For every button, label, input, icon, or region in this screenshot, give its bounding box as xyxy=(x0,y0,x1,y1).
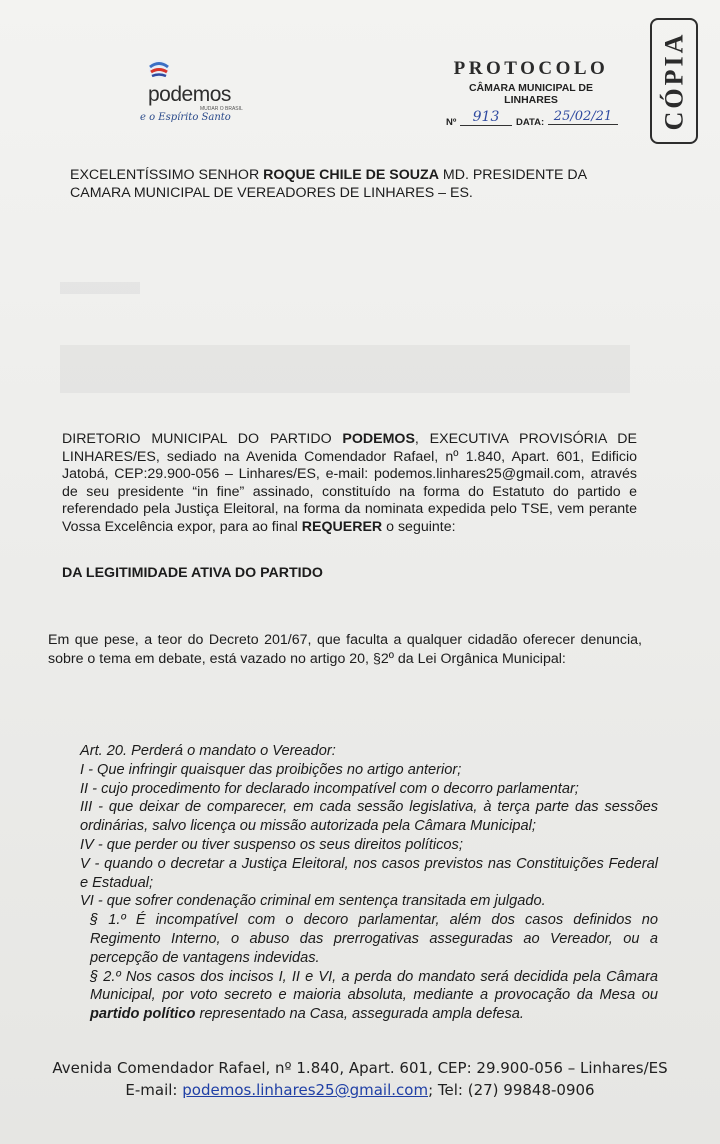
bleed-through-decoration xyxy=(60,345,630,393)
footer-contact xyxy=(30,1079,690,1101)
addressee xyxy=(70,167,626,202)
article-item: III - que deixar de comparecer, em cada sessão legislativa, à terça parte das sessões ordinárias, salvo licença ou missão autorizada pela Câmara Municipal; xyxy=(80,799,658,835)
article-item: VI - que sofrer condenação criminal em sentença transitada em julgado. xyxy=(80,893,546,910)
intro-paragraph xyxy=(62,431,637,536)
protocol-stamp xyxy=(444,58,624,131)
article-bold-text: partido político xyxy=(90,1006,196,1023)
article-text: representado na Casa, assegurada ampla defesa. xyxy=(195,1006,524,1023)
footer-email-link[interactable]: podemos.linhares25@gmail.com xyxy=(182,1081,429,1099)
intro-party-name: PODEMOS xyxy=(342,431,415,447)
protocol-date-label: DATA: xyxy=(516,117,545,128)
article-quote xyxy=(80,742,658,1024)
article-paragraph-2 xyxy=(80,968,658,1024)
body-paragraph: Em que pese, a teor do Decreto 201/67, que faculta a qualquer cidadão oferecer denuncia, sobre o tema em debate, está vazado no artigo 20, §2º da Lei Orgânica Municipal: xyxy=(48,632,642,667)
intro-text: DIRETORIO MUNICIPAL DO PARTIDO xyxy=(62,431,343,447)
section-heading: DA LEGITIMIDADE ATIVA DO PARTIDO xyxy=(62,565,323,581)
intro-text: , EXECUTIVA PROVISÓRIA DE LINHARES/ES, sediado na Avenida Comendador Rafael, nº 1.840, Apart. 601, Edificio Jatobá, CEP:29.900-056 – Linhares/ES, e-mail: podemos.linhares25@gmail.com, através de seu presidente “in fine” assinado, constituído na forma do Estatuto do partido e referendado pela Justiça Eleitoral, na forma da nominata expedida pelo TSE, vem perante Vossa Excelência expor, para ao final xyxy=(62,431,637,535)
article-title: Art. 20. Perderá o mandato o Vereador: xyxy=(80,743,336,759)
logo-tagline: MUDAR O BRASIL xyxy=(200,106,243,112)
protocol-date-value: 25/02/21 xyxy=(548,109,618,125)
footer-email-label: E-mail: xyxy=(125,1081,183,1099)
article-text: § 2.º Nos casos dos incisos I, II e VI, a perda do mandato será decidida pela Câmara Municipal, por voto secreto e maioria absoluta, mediante a provocação da Mesa ou xyxy=(90,968,658,1004)
article-item: V - quando o decretar a Justiça Eleitoral, nos casos previstos nas Constituições Federal e Estadual; xyxy=(80,855,658,891)
copy-stamp xyxy=(650,18,698,144)
podemos-logo-icon xyxy=(148,59,170,83)
addressee-line2: CAMARA MUNICIPAL DE VEREADORES DE LINHARES – ES. xyxy=(70,184,473,201)
article-item: I - Que infringir quaisquer das proibições no artigo anterior; xyxy=(80,761,462,778)
footer-address: Avenida Comendador Rafael, nº 1.840, Apart. 601, CEP: 29.900-056 – Linhares/ES xyxy=(52,1059,668,1077)
protocol-title: PROTOCOLO xyxy=(453,58,609,79)
article-paragraph-1: § 1.º É incompatível com o decoro parlamentar, além dos casos definidos no Regimento Interno, o abuso das prerrogativas asseguradas ao Vereador, ou a percepção de vantagens indevidas. xyxy=(90,912,658,966)
copy-stamp-text: CÓPIA xyxy=(659,31,688,131)
logo-signature: e o Espírito Santo xyxy=(140,112,231,123)
party-logo xyxy=(140,55,260,135)
intro-text: o seguinte: xyxy=(382,518,456,535)
protocol-fields xyxy=(444,109,624,131)
addressee-prefix: EXCELENTÍSSIMO SENHOR xyxy=(70,167,264,183)
protocol-number-value: 913 xyxy=(460,109,512,126)
footer-phone: ; Tel: (27) 99848-0906 xyxy=(428,1081,595,1099)
intro-request: REQUERER xyxy=(301,518,383,535)
addressee-suffix: MD. PRESIDENTE DA xyxy=(438,167,588,183)
protocol-number-label: Nº xyxy=(446,117,457,128)
article-item: II - cujo procedimento for declarado incompatível com o decorro parlamentar; xyxy=(80,780,579,797)
protocol-institution: CÂMARA MUNICIPAL DE LINHARES xyxy=(468,82,594,106)
logo-brand-text: podemos xyxy=(148,83,231,106)
footer xyxy=(30,1057,690,1101)
bleed-through-decoration xyxy=(60,282,140,294)
addressee-name: ROQUE CHILE DE SOUZA xyxy=(263,167,439,183)
article-item: IV - que perder ou tiver suspenso os seus direitos políticos; xyxy=(80,836,463,853)
